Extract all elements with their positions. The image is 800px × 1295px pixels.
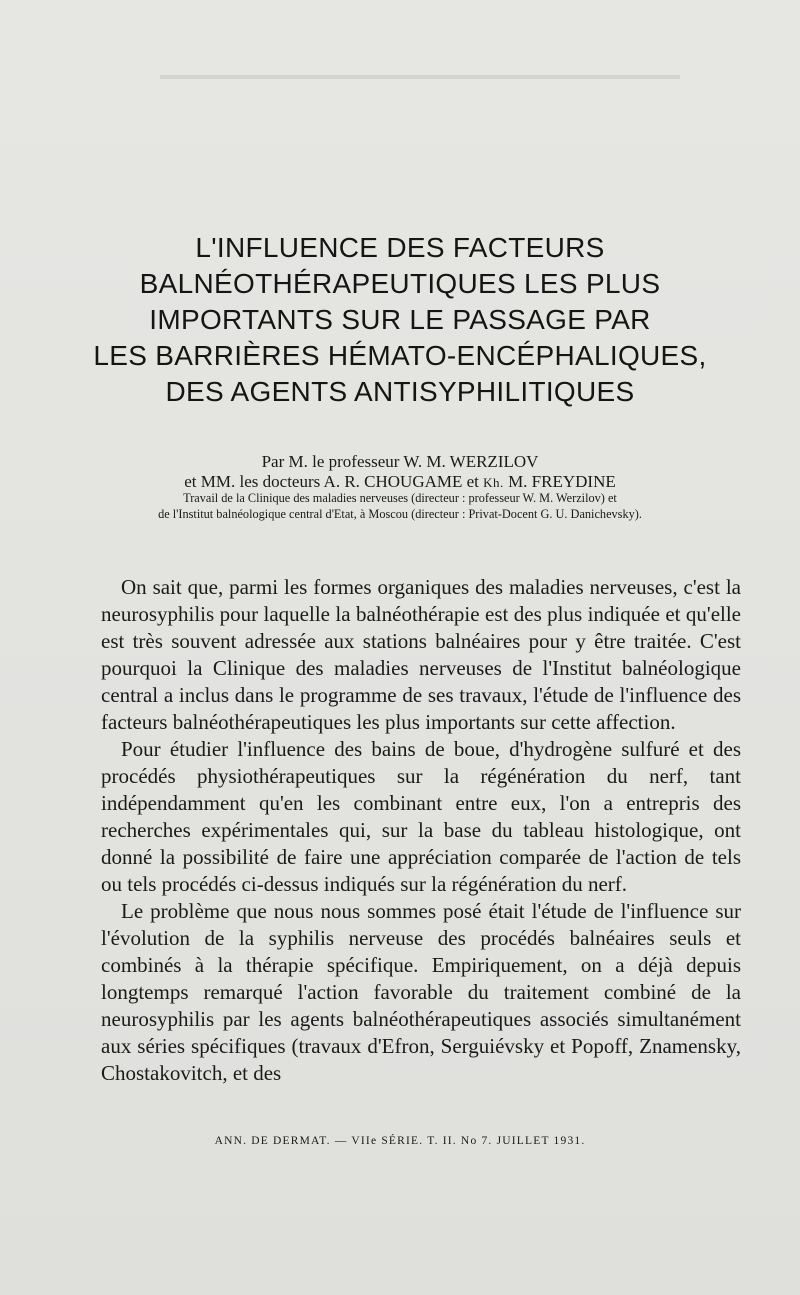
body-paragraph: Pour étudier l'influence des bains de boue, d'hydrogène sulfuré et des procédés physiothérapeutiques sur la régénération du nerf, tant indépendamment qu'en les combinant entre eux, l'on a entrepris des recherches expérimentales qui, sur la base du tableau histologique, ont donné la possibilité de faire une appréciation comparée de l'action de tels ou tels procédés ci-dessus indiqués sur la régénération du nerf.	[101, 737, 741, 896]
title-line: DES AGENTS ANTISYPHILITIQUES	[165, 376, 635, 407]
author-line-1: Par M. le professeur W. M. WERZILOV	[261, 452, 539, 471]
author-line-2-suffix: M. FREYDINE	[503, 472, 616, 491]
affiliation-line-2: de l'Institut balnéologique central d'Etat, à Moscou (directeur : Privat-Docent G. U. Danichevsky).	[158, 507, 642, 521]
affiliation-block	[0, 490, 800, 522]
article-title	[0, 230, 800, 410]
article-body	[101, 574, 741, 1087]
author-initial: Kh.	[483, 475, 504, 490]
journal-footer: ANN. DE DERMAT. — VIIe SÉRIE. T. II. No 7. JUILLET 1931.	[214, 1135, 586, 1147]
title-line: L'INFLUENCE DES FACTEURS	[195, 232, 605, 263]
title-line: IMPORTANTS SUR LE PASSAGE PAR	[149, 304, 651, 335]
bleed-through-mark	[160, 75, 680, 79]
body-paragraph: Le problème que nous nous sommes posé était l'étude de l'influence sur l'évolution de la syphilis nerveuse des procédés balnéaires seuls et combinés à la thérapie spécifique. Empiriquement, on a déjà depuis longtemps remarqué l'action favorable du traitement combiné de la neurosyphilis par les agents balnéothérapeutiques associés simultanément aux séries spécifiques (travaux d'Efron, Serguiévsky et Popoff, Znamensky, Chostakovitch, et des	[101, 899, 741, 1085]
title-line: LES BARRIÈRES HÉMATO-ENCÉPHALIQUES,	[93, 340, 707, 371]
body-paragraph: On sait que, parmi les formes organiques des maladies nerveuses, c'est la neurosyphilis pour laquelle la balnéothérapie est des plus indiquée et qu'elle est très souvent adressée aux stations balnéaires pour y être traitée. C'est pourquoi la Clinique des maladies nerveuses de l'Institut balnéologique central a inclus dans le programme de ses travaux, l'étude de l'influence des facteurs balnéothérapeutiques les plus importants sur cette affection.	[101, 575, 741, 734]
title-line: BALNÉOTHÉRAPEUTIQUES LES PLUS	[139, 268, 661, 299]
author-block	[0, 452, 800, 493]
affiliation-line-1: Travail de la Clinique des maladies nerveuses (directeur : professeur W. M. Werzilov) et	[183, 491, 617, 505]
author-line-2-prefix: et MM. les docteurs A. R. CHOUGAME et	[184, 472, 484, 491]
